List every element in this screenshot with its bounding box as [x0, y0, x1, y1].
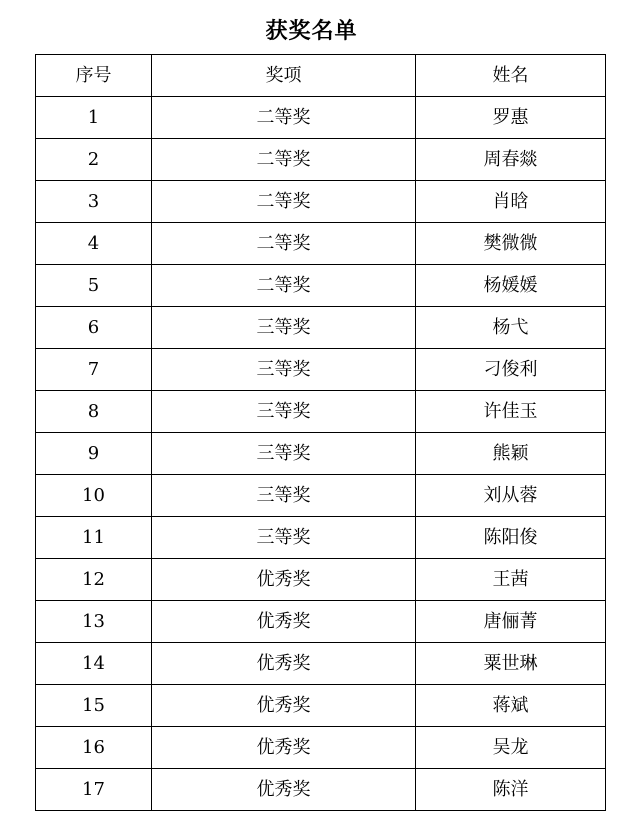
cell-seq: 2: [36, 139, 152, 181]
cell-award: 二等奖: [152, 181, 416, 223]
cell-name: 杨媛媛: [416, 265, 606, 307]
cell-award: 二等奖: [152, 139, 416, 181]
cell-name: 熊颖: [416, 433, 606, 475]
cell-seq: 8: [36, 391, 152, 433]
award-list-table: [35, 54, 606, 811]
table-row: [36, 307, 606, 349]
cell-award: 三等奖: [152, 475, 416, 517]
table-row: [36, 391, 606, 433]
table-row: [36, 181, 606, 223]
cell-name: 陈阳俊: [416, 517, 606, 559]
cell-name: 蒋斌: [416, 685, 606, 727]
cell-seq: 16: [36, 727, 152, 769]
table-row: [36, 769, 606, 811]
cell-seq: 10: [36, 475, 152, 517]
cell-award: 优秀奖: [152, 727, 416, 769]
cell-seq: 12: [36, 559, 152, 601]
cell-seq: 13: [36, 601, 152, 643]
cell-name: 唐俪菁: [416, 601, 606, 643]
cell-seq: 4: [36, 223, 152, 265]
cell-name: 杨弋: [416, 307, 606, 349]
cell-name: 许佳玉: [416, 391, 606, 433]
cell-name: 樊微微: [416, 223, 606, 265]
cell-award: 三等奖: [152, 307, 416, 349]
cell-seq: 7: [36, 349, 152, 391]
cell-award: 二等奖: [152, 265, 416, 307]
cell-award: 二等奖: [152, 97, 416, 139]
cell-award: 三等奖: [152, 433, 416, 475]
cell-name: 吴龙: [416, 727, 606, 769]
table-row: [36, 685, 606, 727]
cell-award: 三等奖: [152, 349, 416, 391]
cell-seq: 6: [36, 307, 152, 349]
cell-seq: 1: [36, 97, 152, 139]
cell-name: 罗惠: [416, 97, 606, 139]
cell-seq: 9: [36, 433, 152, 475]
cell-award: 优秀奖: [152, 643, 416, 685]
cell-name: 刘从蓉: [416, 475, 606, 517]
header-name: 姓名: [416, 55, 606, 97]
header-award: 奖项: [152, 55, 416, 97]
cell-name: 粟世琳: [416, 643, 606, 685]
table-row: [36, 139, 606, 181]
table-header-row: [36, 55, 606, 97]
cell-seq: 11: [36, 517, 152, 559]
table-row: [36, 517, 606, 559]
cell-name: 肖晗: [416, 181, 606, 223]
cell-name: 周春燚: [416, 139, 606, 181]
cell-award: 二等奖: [152, 223, 416, 265]
cell-name: 陈洋: [416, 769, 606, 811]
cell-award: 优秀奖: [152, 685, 416, 727]
cell-seq: 14: [36, 643, 152, 685]
cell-name: 刁俊利: [416, 349, 606, 391]
table-row: [36, 727, 606, 769]
table-row: [36, 475, 606, 517]
table-row: [36, 643, 606, 685]
table-row: [36, 265, 606, 307]
cell-award: 优秀奖: [152, 601, 416, 643]
table-row: [36, 223, 606, 265]
table-row: [36, 601, 606, 643]
table-row: [36, 559, 606, 601]
table-row: [36, 433, 606, 475]
cell-award: 三等奖: [152, 391, 416, 433]
page-title: 获奖名单: [265, 19, 358, 44]
cell-award: 优秀奖: [152, 769, 416, 811]
table-row: [36, 97, 606, 139]
cell-seq: 5: [36, 265, 152, 307]
cell-seq: 3: [36, 181, 152, 223]
cell-seq: 15: [36, 685, 152, 727]
cell-name: 王茜: [416, 559, 606, 601]
header-seq: 序号: [36, 55, 152, 97]
cell-award: 三等奖: [152, 517, 416, 559]
table-row: [36, 349, 606, 391]
cell-award: 优秀奖: [152, 559, 416, 601]
cell-seq: 17: [36, 769, 152, 811]
